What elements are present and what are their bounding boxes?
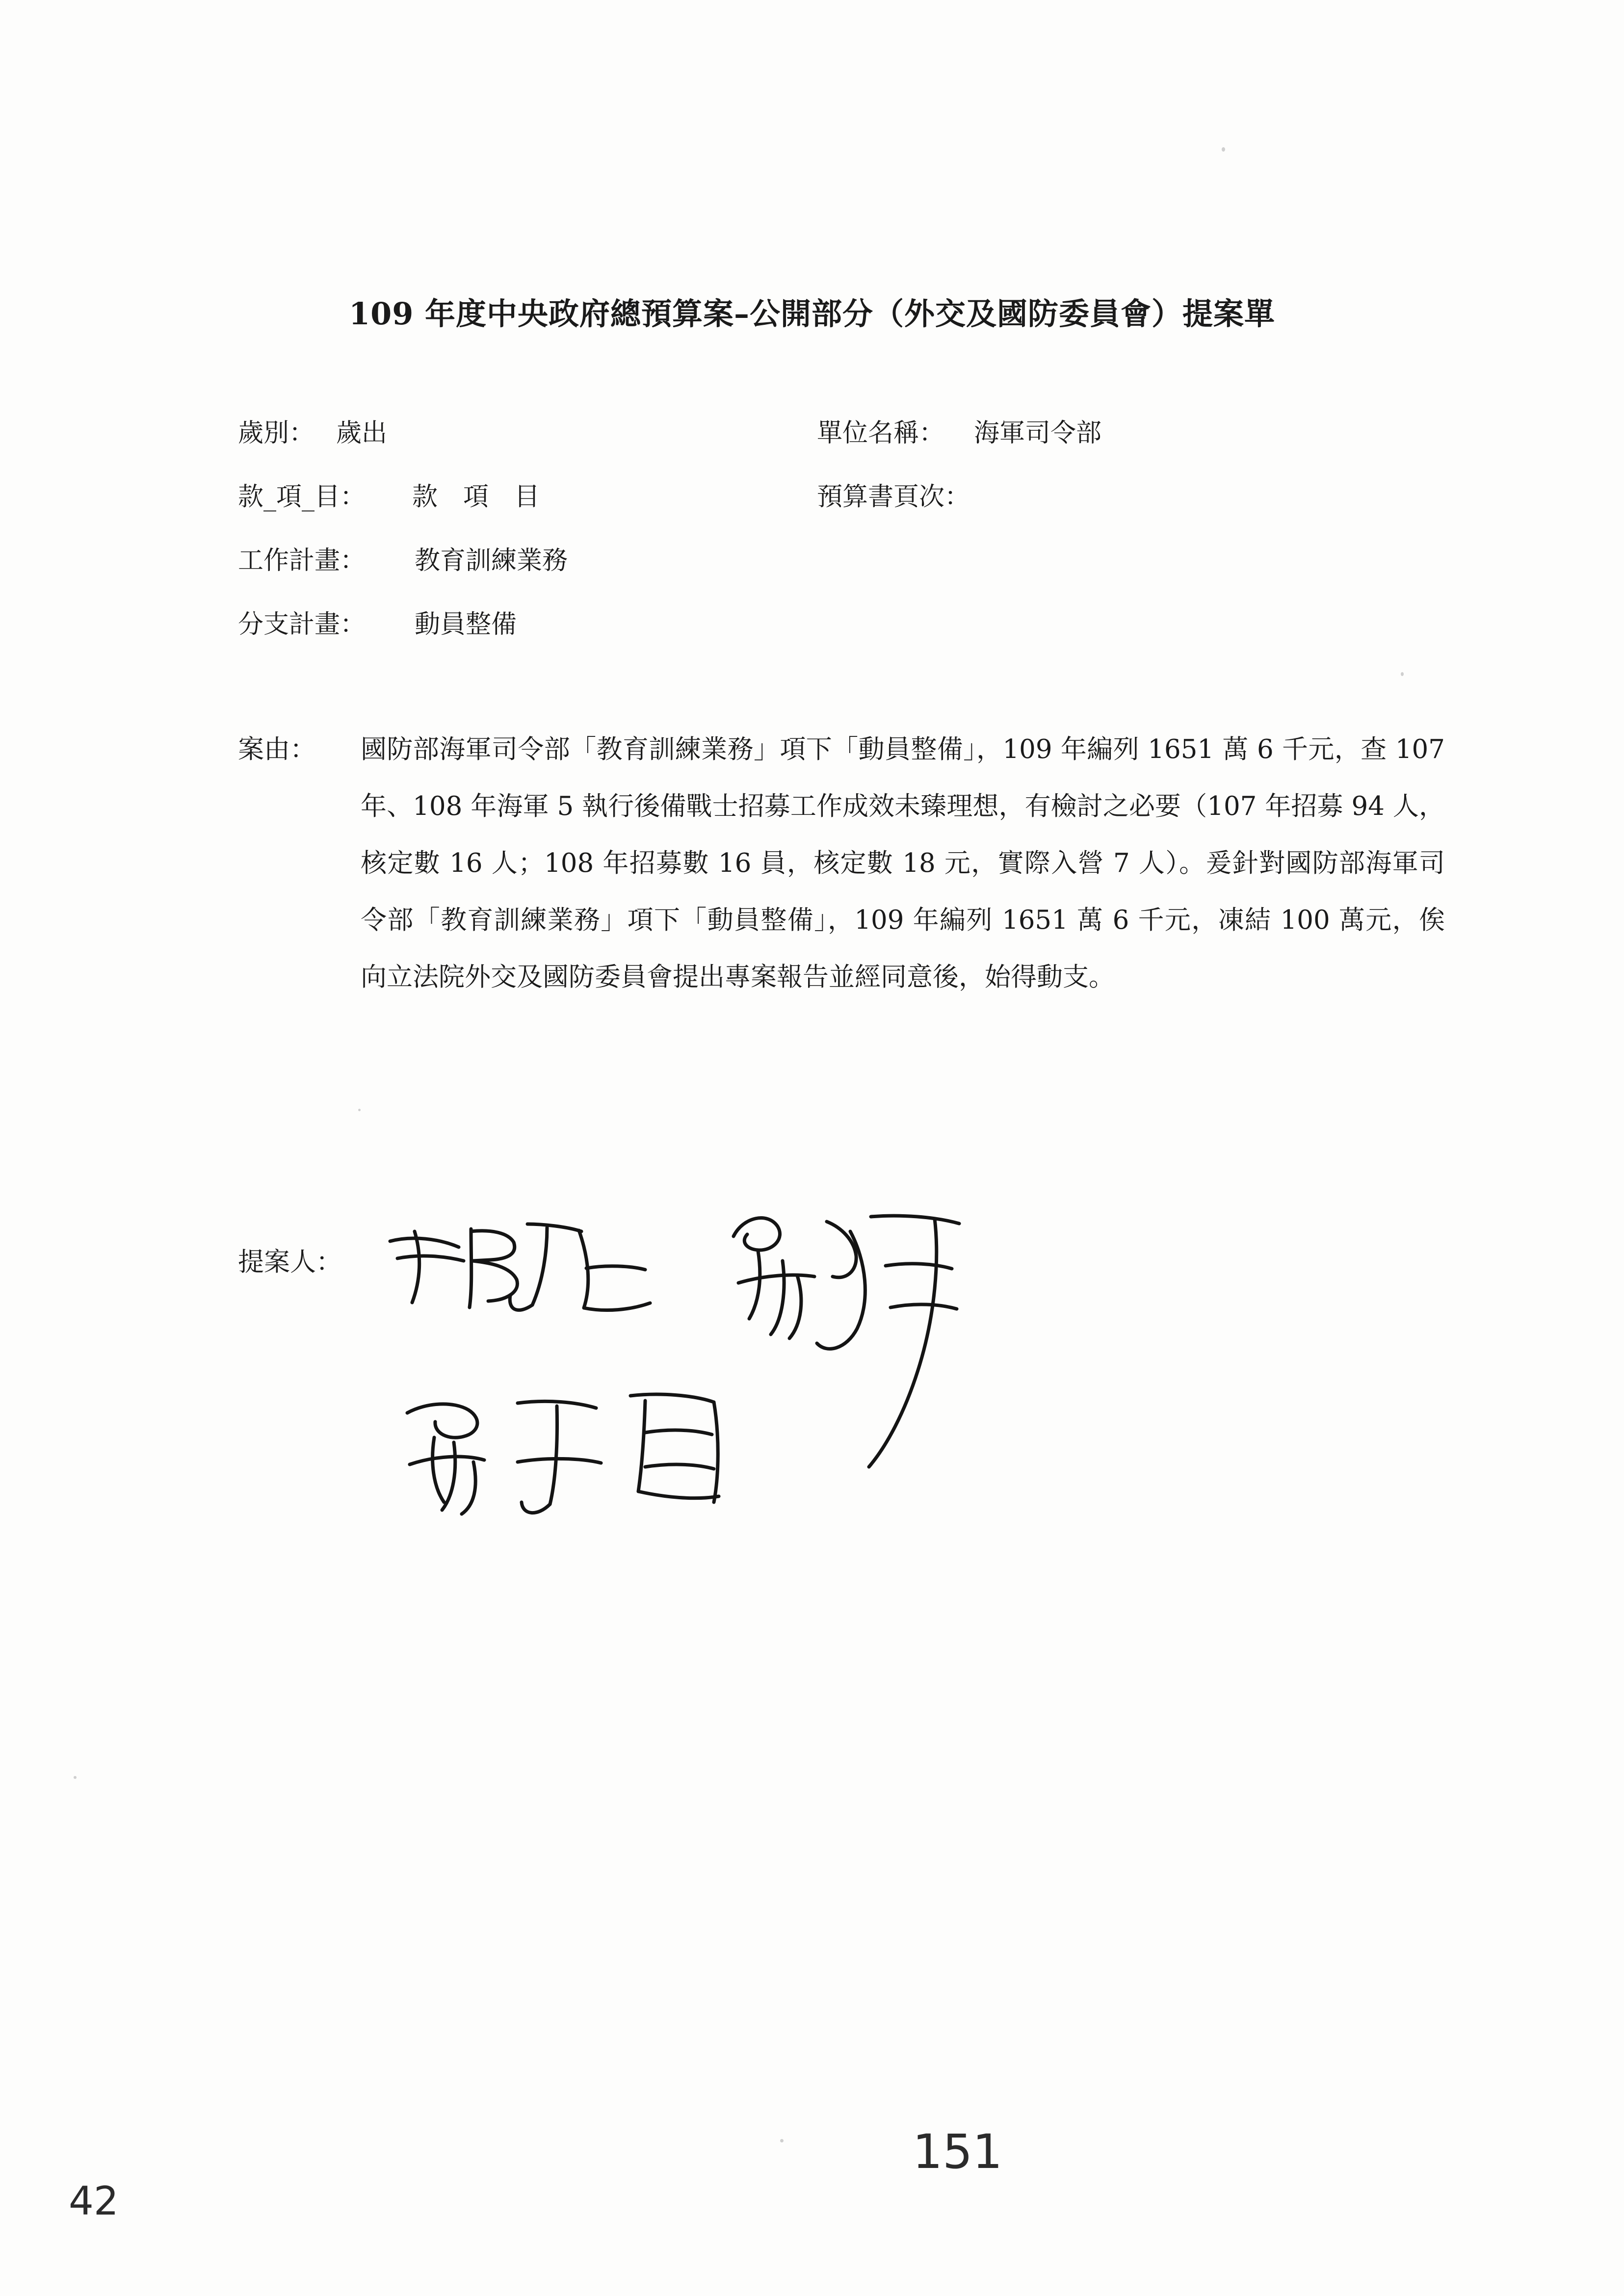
proposer-signature-area (238, 1231, 1445, 1575)
handwritten-signature-3 (407, 1394, 719, 1514)
metadata-row-item (238, 476, 1440, 540)
item-value: 款 項 目 (412, 482, 540, 512)
page-mark-bottom-center: 151 (913, 2124, 1003, 2179)
signature-group (385, 1212, 1415, 1555)
document-title: 109 年度中央政府總預算案–公開部分（外交及國防委員會）提案單 (348, 296, 1275, 332)
category-value: 歲出 (336, 418, 388, 448)
sub-plan-label: 分支計畫： (238, 610, 366, 639)
scan-speck (74, 1776, 77, 1779)
category-label: 歲別： (238, 418, 315, 448)
case-label: 案由： (238, 734, 316, 764)
metadata-row-category (238, 412, 1440, 476)
unit-value: 海軍司令部 (974, 418, 1102, 448)
scan-speck (1222, 147, 1225, 152)
page-mark-bottom-left: 42 (69, 2178, 119, 2224)
item-label: 款_項_目： (238, 482, 366, 512)
metadata-row-sub-plan (238, 603, 1440, 667)
scan-speck (1401, 672, 1404, 676)
scan-speck (358, 1109, 361, 1111)
budget-page-label: 預算書頁次： (817, 482, 970, 512)
sub-plan-value: 動員整備 (415, 610, 517, 639)
case-description-block (238, 721, 1445, 1006)
handwritten-signature-2 (733, 1216, 959, 1467)
metadata-row-work-plan (238, 540, 1440, 603)
proposer-label: 提案人： (238, 1247, 342, 1277)
work-plan-label: 工作計畫： (238, 546, 366, 575)
work-plan-value: 教育訓練業務 (415, 546, 568, 575)
case-text: 國防部海軍司令部「教育訓練業務」項下「動員整備」，109 年編列 1651 萬 6 千元，查 107 年、108 年海軍 5 執行後備戰士招募工作成效未臻理想，有檢討之必要（107 年招募 94 人，核定數 16 人；108 年招募數 16 員，核定數 18 元，實際入營 7 人）。爰針對國防部海軍司令部「教育訓練業務」項下「動員整備」，109 年編列 1651 萬 6 千元，凍結 100 萬元，俟向立法院外交及國防委員會提出專案報告並經同意後，始得動支。 (361, 734, 1445, 992)
handwritten-signature-1 (390, 1224, 650, 1310)
metadata-block (238, 412, 1440, 667)
scan-speck (780, 2139, 784, 2142)
unit-label: 單位名稱： (817, 418, 945, 448)
